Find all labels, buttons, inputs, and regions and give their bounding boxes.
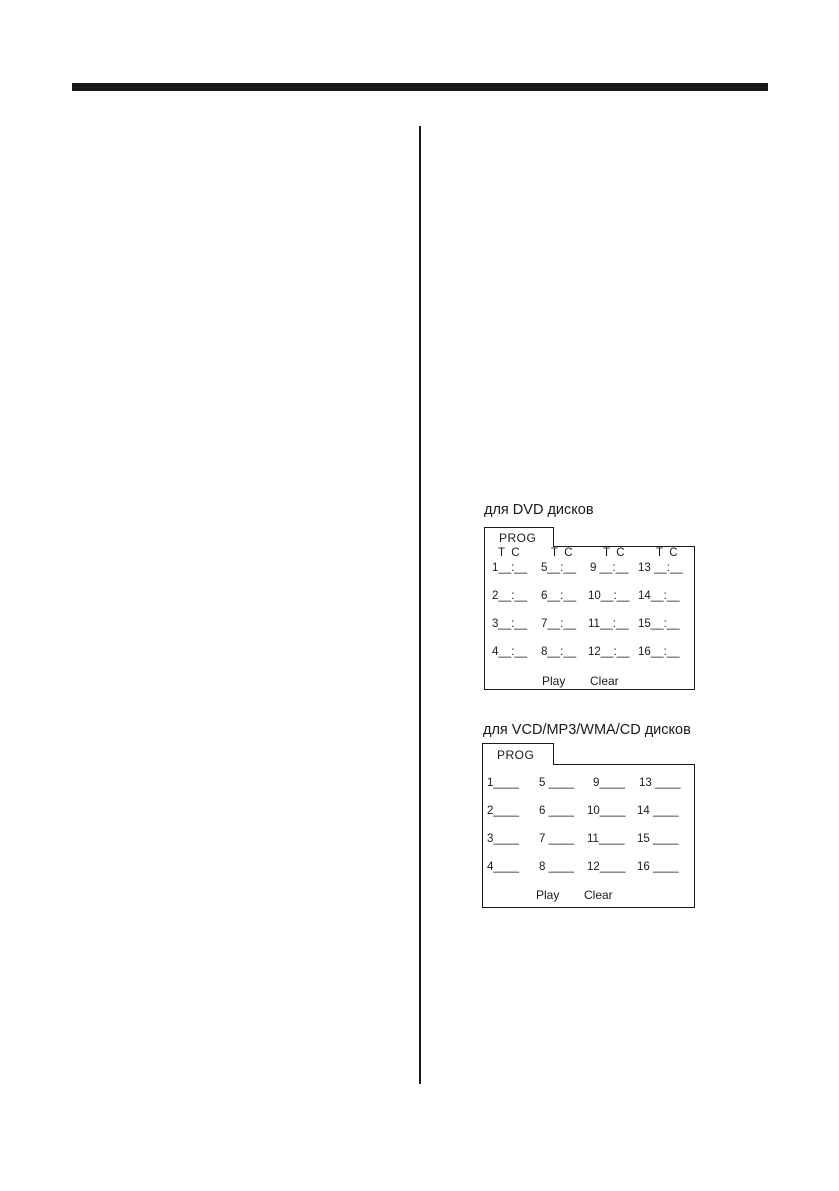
dvd-play-button[interactable]: Play — [542, 674, 566, 688]
column-divider — [419, 126, 421, 1084]
dvd-slot-14[interactable]: 14__:__ — [638, 590, 680, 602]
top-rule — [72, 83, 768, 91]
cd-slot-2[interactable]: 2____ — [487, 805, 519, 817]
dvd-slot-12[interactable]: 12__:__ — [588, 646, 630, 658]
dvd-caption: для DVD дисков — [484, 502, 594, 518]
dvd-slot-8[interactable]: 8__:__ — [541, 646, 577, 658]
cd-slot-12[interactable]: 12____ — [587, 861, 626, 873]
cd-slot-6[interactable]: 6 ____ — [539, 805, 575, 817]
dvd-clear-button[interactable]: Clear — [590, 674, 619, 688]
cd-clear-button[interactable]: Clear — [584, 888, 613, 902]
cd-slot-10[interactable]: 10____ — [587, 805, 626, 817]
dvd-slot-11[interactable]: 11__:__ — [588, 618, 629, 630]
cd-slot-8[interactable]: 8 ____ — [539, 861, 575, 873]
cd-caption: для VCD/MP3/WMA/CD дисков — [483, 722, 691, 738]
cd-slot-4[interactable]: 4____ — [487, 861, 519, 873]
dvd-slot-13[interactable]: 13 __:__ — [638, 562, 683, 574]
dvd-slot-3[interactable]: 3__:__ — [492, 618, 528, 630]
dvd-slot-4[interactable]: 4__:__ — [492, 646, 528, 658]
dvd-col-header: T C — [498, 547, 520, 559]
dvd-slot-15[interactable]: 15__:__ — [638, 618, 680, 630]
cd-slot-14[interactable]: 14 ____ — [637, 805, 679, 817]
cd-slot-15[interactable]: 15 ____ — [637, 833, 679, 845]
cd-slot-3[interactable]: 3____ — [487, 833, 519, 845]
dvd-col-header: T C — [656, 547, 678, 559]
dvd-col-header: T C — [603, 547, 625, 559]
cd-slot-5[interactable]: 5 ____ — [539, 777, 575, 789]
cd-slot-9[interactable]: 9____ — [593, 777, 625, 789]
dvd-slot-7[interactable]: 7__:__ — [541, 618, 577, 630]
cd-play-button[interactable]: Play — [536, 888, 560, 902]
cd-slot-13[interactable]: 13 ____ — [639, 777, 681, 789]
cd-slot-7[interactable]: 7 ____ — [539, 833, 575, 845]
dvd-prog-tab-label: PROG — [499, 531, 537, 545]
dvd-slot-9[interactable]: 9 __:__ — [590, 562, 629, 574]
dvd-slot-6[interactable]: 6__:__ — [541, 590, 577, 602]
dvd-slot-5[interactable]: 5__:__ — [541, 562, 577, 574]
cd-prog-tab-label: PROG — [497, 748, 535, 762]
dvd-col-header: T C — [551, 547, 573, 559]
dvd-slot-16[interactable]: 16__:__ — [638, 646, 680, 658]
cd-slot-16[interactable]: 16 ____ — [637, 861, 679, 873]
dvd-slot-1[interactable]: 1__:__ — [492, 562, 528, 574]
cd-slot-1[interactable]: 1____ — [487, 777, 519, 789]
dvd-slot-10[interactable]: 10__:__ — [588, 590, 630, 602]
dvd-slot-2[interactable]: 2__:__ — [492, 590, 528, 602]
cd-slot-11[interactable]: 11____ — [587, 833, 625, 845]
